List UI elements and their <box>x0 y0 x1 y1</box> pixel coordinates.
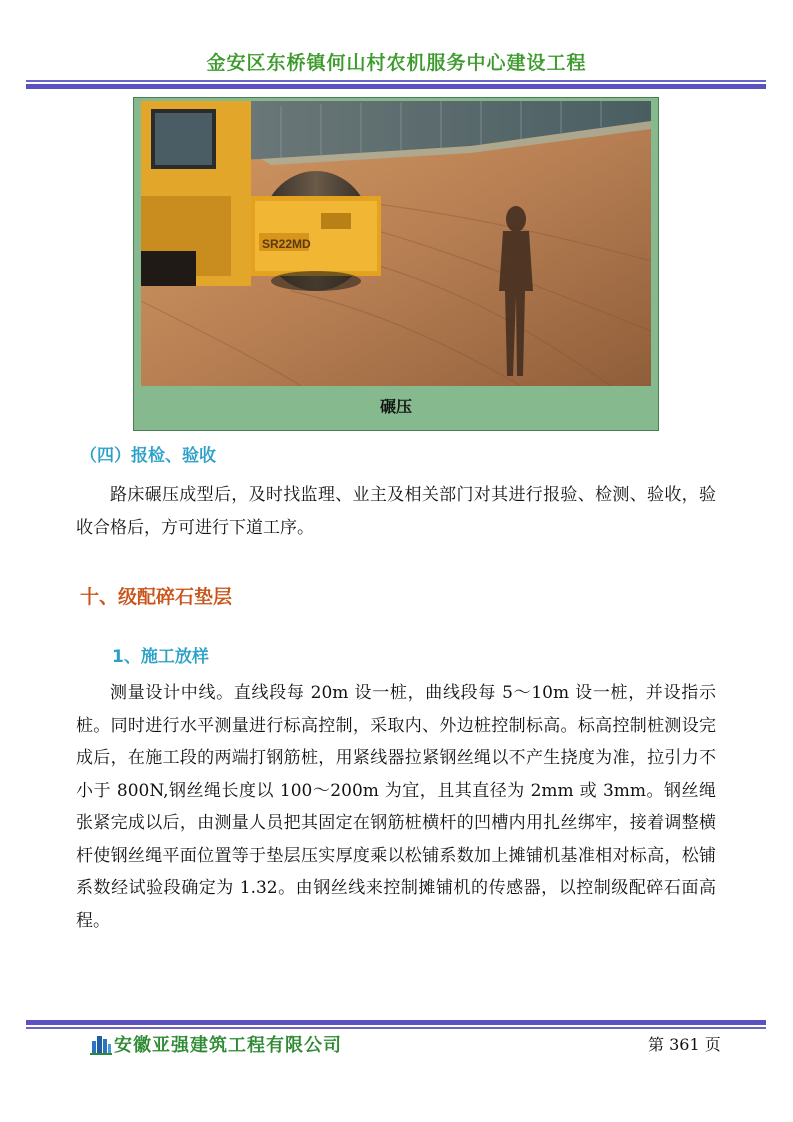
roller-model-label: SR22MD <box>262 237 311 251</box>
section-heading-10: 十、级配碎石垫层 <box>80 586 233 608</box>
building-logo-icon <box>90 1033 112 1055</box>
subsection-heading-4: （四）报检、验收 <box>80 446 216 466</box>
subsection-4-paragraph: 路床碾压成型后，及时找监理、业主及相关部门对其进行报验、检测、验收，验收合格后，方可进行下道工序。 <box>76 485 716 538</box>
footer-company-name: 安徽亚强建筑工程有限公司 <box>114 1035 342 1056</box>
item-1-paragraph: 测量设计中线。直线段每 20m 设一桩，曲线段每 5～10m 设一桩，并设指示桩。同时进行水平测量进行标高控制，采取内、外边桩控制标高。标高控制桩测设完成后，在施工段的两端打钢筋桩，用紧线器拉紧钢丝绳以不产生挠度为准，拉引力不小于 800N,钢丝绳长度以 100～200m 为宜，且其直径为 2mm 或 3mm。钢丝绳张紧完成以后，由测量人员把其固定在钢筋桩横杆的凹槽内用扎丝绑牢，接着调整横杆使钢丝绳平面位置等于垫层压实厚度乘以松铺系数加上摊铺机基准相对标高，松铺系数经试验段确定为 1.32。由钢丝线来控制摊铺机的传感器，以控制级配碎石面高程。 <box>76 683 716 931</box>
footer-rule-thin <box>26 1027 766 1029</box>
figure-caption: 碾压 <box>379 397 412 416</box>
page-number: 第 361 页 <box>648 1035 721 1054</box>
item-heading-1: 1、施工放样 <box>112 647 209 667</box>
road-roller-photo-illustration <box>141 101 651 386</box>
document-header-title: 金安区东桥镇何山村农机服务中心建设工程 <box>206 52 587 74</box>
footer-rule-thick <box>26 1020 766 1025</box>
header-rule-thin <box>26 80 766 82</box>
header-rule-thick <box>26 84 766 89</box>
footer-company <box>90 1031 342 1057</box>
road-roller-photo <box>141 101 651 386</box>
figure-frame <box>133 97 659 431</box>
